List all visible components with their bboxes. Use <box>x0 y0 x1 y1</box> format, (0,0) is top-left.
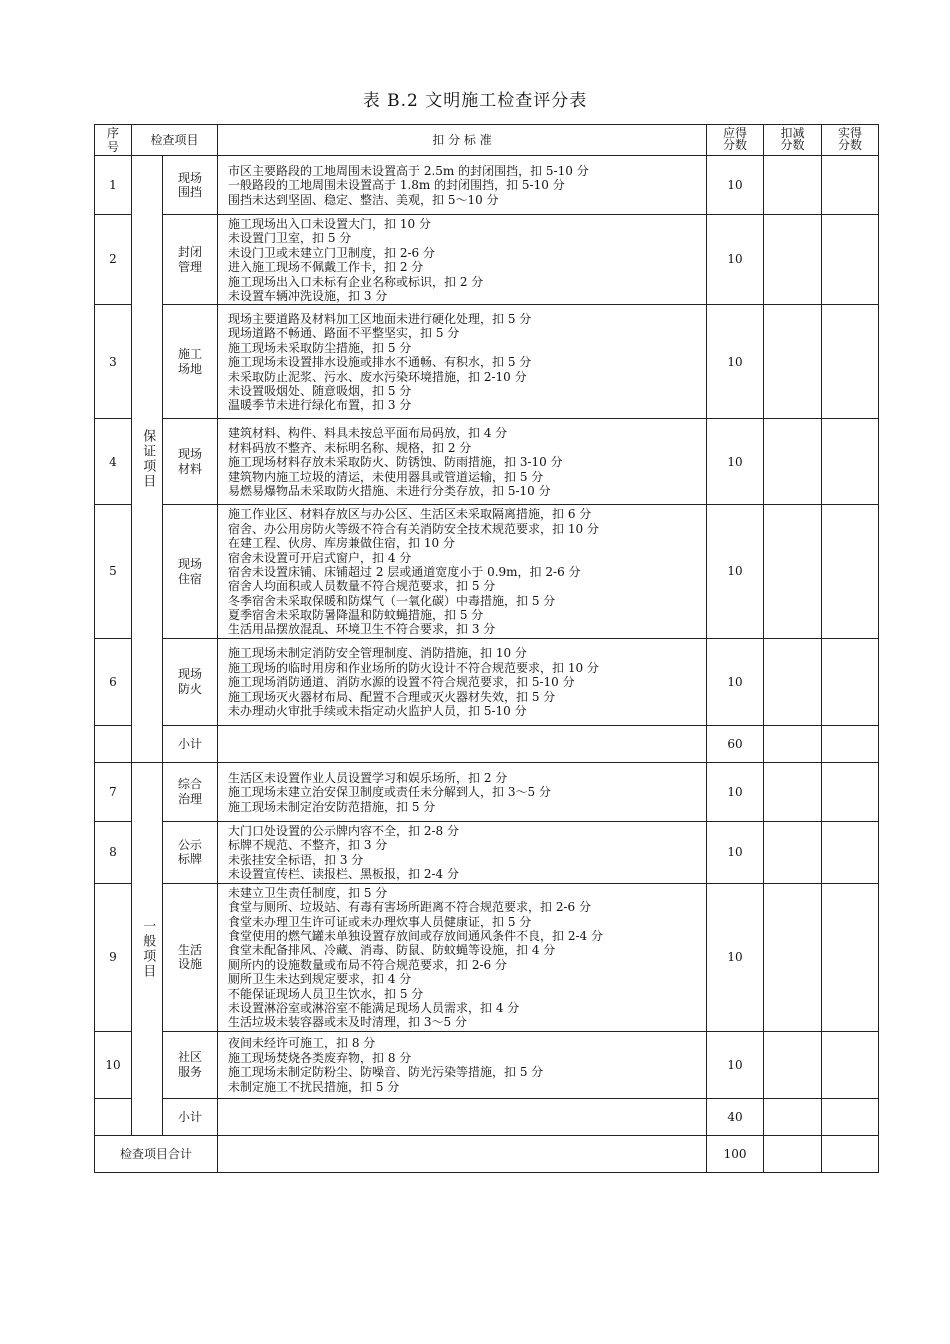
deduct-score-input[interactable] <box>764 821 822 883</box>
criteria-line: 大门口处设置的公示牌内容不全，扣 2-8 分 <box>228 824 459 839</box>
item-name-text: 社区服务 <box>177 1050 202 1079</box>
criteria-line: 温暖季节未进行绿化布置，扣 3 分 <box>228 398 412 413</box>
subtotal-deduct-input[interactable] <box>764 725 822 762</box>
item-name-text: 综合治理 <box>177 777 202 806</box>
header-no: 序号 <box>95 125 132 156</box>
category-label: 保证项目 <box>140 428 156 489</box>
criteria-line: 未制定施工不扰民措施，扣 5 分 <box>228 1079 400 1094</box>
table-row <box>95 215 879 305</box>
item-name-text: 现场住宿 <box>177 557 202 586</box>
item-name <box>163 1031 218 1098</box>
due-score: 10 <box>707 762 764 821</box>
criteria-line: 施工现场未设置排水设施或排水不通畅、有积水，扣 5 分 <box>228 355 532 370</box>
header-actual-score: 实得分数 <box>822 125 879 156</box>
criteria-line: 未设置车辆冲洗设施，扣 3 分 <box>228 288 388 303</box>
deduct-score-input[interactable] <box>764 305 822 419</box>
subtotal-row <box>95 725 879 762</box>
row-number: 3 <box>95 305 132 419</box>
criteria-line: 生活用品摆放混乱、环境卫生不符合要求，扣 3 分 <box>228 622 496 637</box>
table-row <box>95 638 879 725</box>
criteria-line: 施工现场出入口未标有企业名称或标识，扣 2 分 <box>228 274 484 289</box>
criteria-line: 在建工程、伙房、库房兼做住宿，扣 10 分 <box>228 536 455 551</box>
criteria-line: 建筑物内施工垃圾的清运，未使用器具或管道运输，扣 5 分 <box>228 469 544 484</box>
due-score: 10 <box>707 215 764 305</box>
criteria-cell <box>218 883 707 1031</box>
deduct-score-input[interactable] <box>764 1031 822 1098</box>
criteria-line: 宿舍未设置可开启式窗户，扣 4 分 <box>228 550 412 565</box>
criteria-line: 冬季宿舍未采取保暖和防煤气（一氧化碳）中毒措施，扣 5 分 <box>228 593 556 608</box>
criteria-line: 夏季宿舍未采取防暑降温和防蚊蝇措施，扣 5 分 <box>228 608 484 623</box>
category-cell <box>132 156 163 763</box>
actual-score-input[interactable] <box>822 638 879 725</box>
criteria-line: 食堂未办理卫生许可证或未办理炊事人员健康证，扣 5 分 <box>228 914 532 929</box>
due-score: 10 <box>707 1031 764 1098</box>
total-deduct-input[interactable] <box>764 1135 822 1172</box>
criteria-line: 未张挂安全标语，扣 3 分 <box>228 852 364 867</box>
criteria-line: 食堂未配备排风、冷藏、消毒、防鼠、防蚊蝇等设施，扣 4 分 <box>228 943 556 958</box>
deduct-score-input[interactable] <box>764 419 822 505</box>
header-item: 检查项目 <box>132 125 218 156</box>
criteria-line: 厕所内的设施数量或布局不符合规范要求，扣 2-6 分 <box>228 957 507 972</box>
table-title: 表 B.2 文明施工检查评分表 <box>362 91 588 111</box>
subtotal-no-cell <box>95 725 132 762</box>
subtotal-label: 小计 <box>163 725 218 762</box>
total-score: 100 <box>707 1135 764 1172</box>
criteria-line: 宿舍未设置床铺、床铺超过 2 层或通道宽度小于 0.9m，扣 2-6 分 <box>228 564 581 579</box>
criteria-line: 宿舍、办公用房防火等级不符合有关消防安全技术规范要求，扣 10 分 <box>228 521 599 536</box>
header-deduct-score: 扣减分数 <box>764 125 822 156</box>
due-score: 10 <box>707 638 764 725</box>
criteria-line: 施工现场材料存放未采取防火、防锈蚀、防雨措施，扣 3-10 分 <box>228 455 563 470</box>
criteria-line: 未设置门卫室，扣 5 分 <box>228 231 352 246</box>
item-name <box>163 419 218 505</box>
total-actual-input[interactable] <box>822 1135 879 1172</box>
row-number: 5 <box>95 505 132 639</box>
criteria-line: 施工现场未采取防尘措施，扣 5 分 <box>228 340 412 355</box>
criteria-line: 不能保证现场人员卫生饮水，扣 5 分 <box>228 986 424 1001</box>
criteria-line: 现场道路不畅通、路面不平整坚实，扣 5 分 <box>228 326 460 341</box>
row-number: 1 <box>95 156 132 215</box>
criteria-cell <box>218 505 707 639</box>
criteria-line: 食堂使用的燃气罐未单独设置存放间或存放间通风条件不良，扣 2-4 分 <box>228 929 603 944</box>
total-row <box>95 1135 879 1172</box>
row-number: 7 <box>95 762 132 821</box>
criteria-line: 施工现场未建立治安保卫制度或责任未分解到人，扣 3～5 分 <box>228 785 551 800</box>
score-table <box>94 124 879 1173</box>
criteria-line: 宿舍人均面积或人员数量不符合规范要求，扣 5 分 <box>228 579 496 594</box>
subtotal-criteria-cell <box>218 1098 707 1135</box>
criteria-line: 市区主要路段的工地周围未设置高于 2.5m 的封闭围挡，扣 5-10 分 <box>228 163 589 178</box>
total-criteria-cell <box>218 1135 707 1172</box>
criteria-line: 食堂与厕所、垃圾站、有毒有害场所距离不符合规范要求，扣 2-6 分 <box>228 900 591 915</box>
actual-score-input[interactable] <box>822 821 879 883</box>
item-name-text: 封闭管理 <box>177 245 202 274</box>
criteria-line: 一般路段的工地周围未设置高于 1.8m 的封闭围挡，扣 5-10 分 <box>228 178 565 193</box>
criteria-cell <box>218 305 707 419</box>
due-score: 10 <box>707 419 764 505</box>
item-name <box>163 305 218 419</box>
criteria-line: 进入施工现场不佩戴工作卡，扣 2 分 <box>228 260 424 275</box>
criteria-cell <box>218 638 707 725</box>
criteria-line: 建筑材料、构件、料具未按总平面布局码放，扣 4 分 <box>228 426 508 441</box>
criteria-line: 围挡未达到坚固、稳定、整洁、美观，扣 5～10 分 <box>228 192 499 207</box>
total-label: 检查项目合计 <box>95 1135 218 1172</box>
item-name-text: 现场材料 <box>177 447 202 476</box>
criteria-line: 施工现场出入口未设置大门，扣 10 分 <box>228 217 431 231</box>
table-body <box>95 125 879 1173</box>
actual-score-input[interactable] <box>822 305 879 419</box>
row-number: 4 <box>95 419 132 505</box>
item-name <box>163 215 218 305</box>
item-name <box>163 638 218 725</box>
subtotal-label: 小计 <box>163 1098 218 1135</box>
actual-score-input[interactable] <box>822 419 879 505</box>
table-row <box>95 419 879 505</box>
due-score: 10 <box>707 505 764 639</box>
row-number: 6 <box>95 638 132 725</box>
actual-score-input[interactable] <box>822 1031 879 1098</box>
criteria-line: 生活垃圾未装容器或未及时清理，扣 3～5 分 <box>228 1015 467 1030</box>
row-number: 2 <box>95 215 132 305</box>
criteria-line: 未设置吸烟处、随意吸烟，扣 5 分 <box>228 383 412 398</box>
table-row <box>95 821 879 883</box>
item-name <box>163 762 218 821</box>
criteria-line: 施工现场未制定治安防范措施，扣 5 分 <box>228 799 436 814</box>
criteria-line: 未设置淋浴室或淋浴室不能满足现场人员需求，扣 4 分 <box>228 1000 520 1015</box>
table-row <box>95 762 879 821</box>
table-row <box>95 505 879 639</box>
criteria-line: 易燃易爆物品未采取防火措施、未进行分类存放，扣 5-10 分 <box>228 483 551 498</box>
header-criteria: 扣 分 标 准 <box>218 125 707 156</box>
header-due-score: 应得分数 <box>707 125 764 156</box>
row-number: 9 <box>95 883 132 1031</box>
criteria-line: 未设门卫或未建立门卫制度，扣 2-6 分 <box>228 245 435 260</box>
criteria-line: 现场主要道路及材料加工区地面未进行硬化处理，扣 5 分 <box>228 311 532 326</box>
criteria-cell <box>218 1031 707 1098</box>
row-number: 10 <box>95 1031 132 1098</box>
subtotal-actual-input[interactable] <box>822 725 879 762</box>
header-row <box>95 125 879 156</box>
criteria-cell <box>218 821 707 883</box>
deduct-score-input[interactable] <box>764 883 822 1031</box>
table-row <box>95 305 879 419</box>
criteria-cell <box>218 419 707 505</box>
item-name <box>163 156 218 215</box>
item-name-text: 生活设施 <box>177 942 202 972</box>
table-row <box>95 1031 879 1098</box>
deduct-score-input[interactable] <box>764 156 822 215</box>
subtotal-no-cell <box>95 1098 132 1135</box>
criteria-cell <box>218 762 707 821</box>
table-row <box>95 156 879 215</box>
criteria-cell <box>218 215 707 305</box>
criteria-line: 夜间未经许可施工，扣 8 分 <box>228 1036 376 1051</box>
category-label: 一般项目 <box>140 918 156 979</box>
item-name <box>163 883 218 1031</box>
actual-score-input[interactable] <box>822 762 879 821</box>
criteria-line: 材料码放不整齐、未标明名称、规格，扣 2 分 <box>228 440 472 455</box>
item-name <box>163 505 218 639</box>
due-score: 10 <box>707 883 764 1031</box>
criteria-line: 厕所卫生未达到规定要求，扣 4 分 <box>228 972 412 987</box>
deduct-score-input[interactable] <box>764 215 822 305</box>
criteria-line: 标牌不规范、不整齐，扣 3 分 <box>228 838 388 853</box>
deduct-score-input[interactable] <box>764 505 822 639</box>
due-score: 10 <box>707 821 764 883</box>
row-number: 8 <box>95 821 132 883</box>
criteria-line: 施工现场灭火器材布局、配置不合理或灭火器材失效，扣 5 分 <box>228 689 556 704</box>
actual-score-input[interactable] <box>822 505 879 639</box>
criteria-line: 未采取防止泥浆、污水、废水污染环境措施，扣 2-10 分 <box>228 369 527 384</box>
criteria-line: 未建立卫生责任制度，扣 5 分 <box>228 885 388 900</box>
category-cell <box>132 762 163 1135</box>
criteria-line: 施工现场未制定防粉尘、防噪音、防光污染等措施，扣 5 分 <box>228 1065 544 1080</box>
subtotal-criteria-cell <box>218 725 707 762</box>
criteria-line: 未设置宣传栏、读报栏、黑板报，扣 2-4 分 <box>228 867 459 882</box>
item-name-text: 现场防火 <box>177 667 202 696</box>
item-name-text: 施工场地 <box>177 347 202 376</box>
criteria-line: 施工作业区、材料存放区与办公区、生活区未采取隔离措施，扣 6 分 <box>228 507 592 522</box>
criteria-line: 施工现场未制定消防安全管理制度、消防措施，扣 10 分 <box>228 646 527 661</box>
subtotal-row <box>95 1098 879 1135</box>
due-score: 10 <box>707 156 764 215</box>
subtotal-deduct-input[interactable] <box>764 1098 822 1135</box>
item-name-text: 现场围挡 <box>177 170 202 199</box>
deduct-score-input[interactable] <box>764 638 822 725</box>
actual-score-input[interactable] <box>822 215 879 305</box>
criteria-line: 施工现场消防通道、消防水源的设置不符合规范要求，扣 5-10 分 <box>228 675 575 690</box>
criteria-line: 施工现场的临时用房和作业场所的防火设计不符合规范要求，扣 10 分 <box>228 660 599 675</box>
deduct-score-input[interactable] <box>764 762 822 821</box>
criteria-cell <box>218 156 707 215</box>
criteria-line: 生活区未设置作业人员设置学习和娱乐场所，扣 2 分 <box>228 770 508 785</box>
actual-score-input[interactable] <box>822 883 879 1031</box>
actual-score-input[interactable] <box>822 156 879 215</box>
subtotal-actual-input[interactable] <box>822 1098 879 1135</box>
criteria-line: 未办理动火审批手续或未指定动火监护人员，扣 5-10 分 <box>228 703 527 718</box>
subtotal-score: 40 <box>707 1098 764 1135</box>
item-name <box>163 821 218 883</box>
criteria-line: 施工现场焚烧各类废弃物，扣 8 分 <box>228 1050 412 1065</box>
table-row <box>95 883 879 1031</box>
subtotal-score: 60 <box>707 725 764 762</box>
due-score: 10 <box>707 305 764 419</box>
item-name-text: 公示标牌 <box>177 837 202 867</box>
